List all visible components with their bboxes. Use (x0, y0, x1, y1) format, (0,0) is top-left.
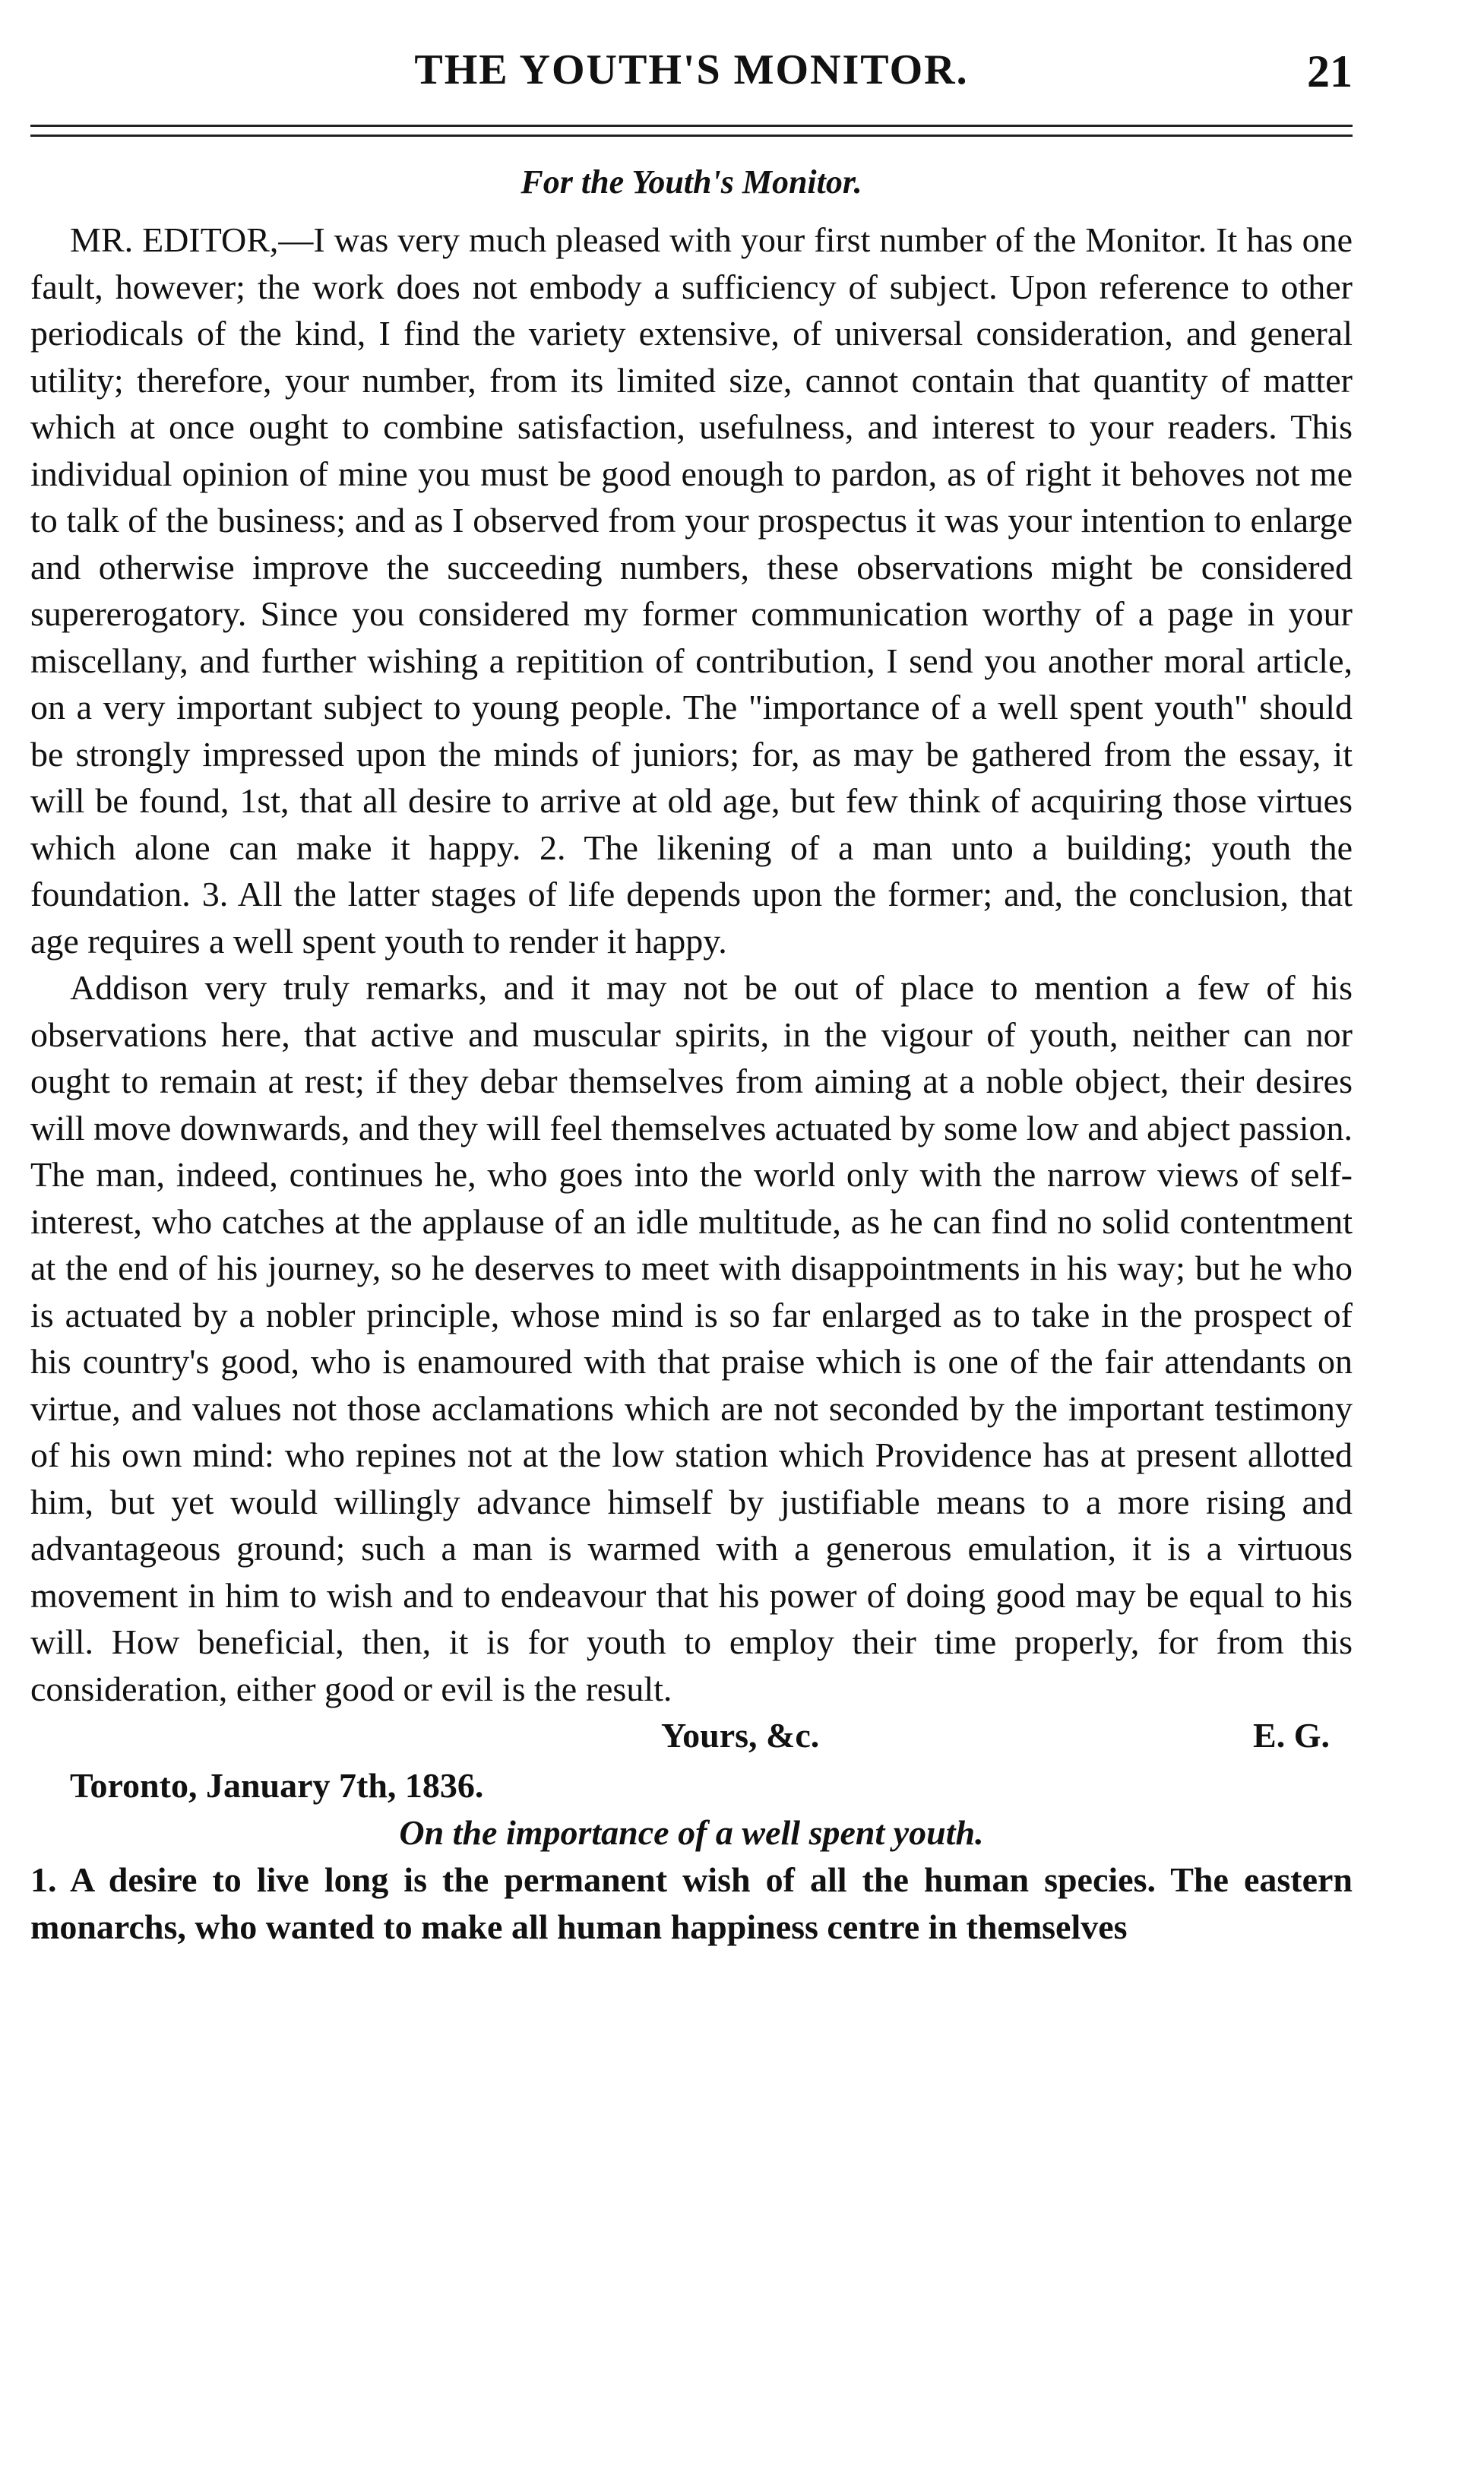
letter-heading: For the Youth's Monitor. (521, 163, 862, 201)
running-head (30, 46, 1353, 106)
essay-title: On the importance of a well spent youth. (399, 1813, 984, 1852)
author-initials: E. G. (1253, 1716, 1330, 1755)
running-title: THE YOUTH'S MONITOR. (414, 46, 969, 93)
closing: Yours, &c. (661, 1716, 820, 1755)
header-rule (30, 125, 1353, 137)
essay-paragraph-1: 1. A desire to live long is the permanent wish of all the human species. The eastern monarchs, who wanted to make all human happiness centre in themselves (30, 1860, 1353, 1946)
signoff (30, 1715, 1353, 1762)
letter-paragraph-1: MR. EDITOR,—I was very much pleased with your first number of the Monitor. It has one fault, however; the work does not embody a sufficiency of subject. Upon reference to other periodicals of the kind, I find the variety extensive, of universal consideration, and general utility; therefore, your number, from its limited size, cannot contain that quantity of matter which at once ought to combine satisfaction, usefulness, and interest to your readers. This individual opinion of mine you must be good enough to pardon, as of right it behoves not me to talk of the business; and as I observed from your prospectus it was your intention to enlarge and otherwise improve the succeeding numbers, these observations might be considered supererogatory. Since you considered my former communication worthy of a page in your miscellany, and further wishing a repitition of contribution, I send you another moral article, on a very important subject to young people. The "importance of a well spent youth" should be strongly impressed upon the minds of juniors; for, as may be gathered from the essay, it will be found, 1st, that all desire to arrive at old age, but few think of acquiring those virtues which alone can make it happy. 2. The likening of a man unto a building; youth the foundation. 3. All the latter stages of life depends upon the former; and, the conclusion, that age requires a well spent youth to render it happy. (30, 220, 1353, 961)
page-number: 21 (1307, 46, 1353, 97)
book-page (30, 46, 1353, 1950)
dateline: Toronto, January 7th, 1836. (70, 1766, 484, 1805)
letter-paragraph-2: Addison very truly remarks, and it may not be out of place to mention a few of his observations here, that active and muscular spirits, in the vigour of youth, neither can nor ought to remain at rest; if they debar themselves from aiming at a noble object, their desires will move downwards, and they will feel themselves actuated by some low and abject passion. The man, indeed, continues he, who goes into the world only with the narrow views of self-interest, who catches at the applause of an idle multitude, as he can find no solid contentment at the end of his journey, so he deserves to meet with disappointments in his way; but he who is actuated by a nobler principle, whose mind is so far enlarged as to take in the prospect of his country's good, who is enamoured with that praise which is one of the fair attendants on virtue, and values not those acclamations which are not seconded by the important testimony of his own mind: who repines not at the low station which Providence has at present allotted him, but yet would willingly advance himself by justifiable means to a more rising and advantageous ground; such a man is warmed with a generous emulation, it is a virtuous movement in him to wish and to endeavour that his power of doing good may be equal to his will. How beneficial, then, it is for youth to employ their time properly, for from this consideration, either good or evil is the result. (30, 968, 1353, 1708)
